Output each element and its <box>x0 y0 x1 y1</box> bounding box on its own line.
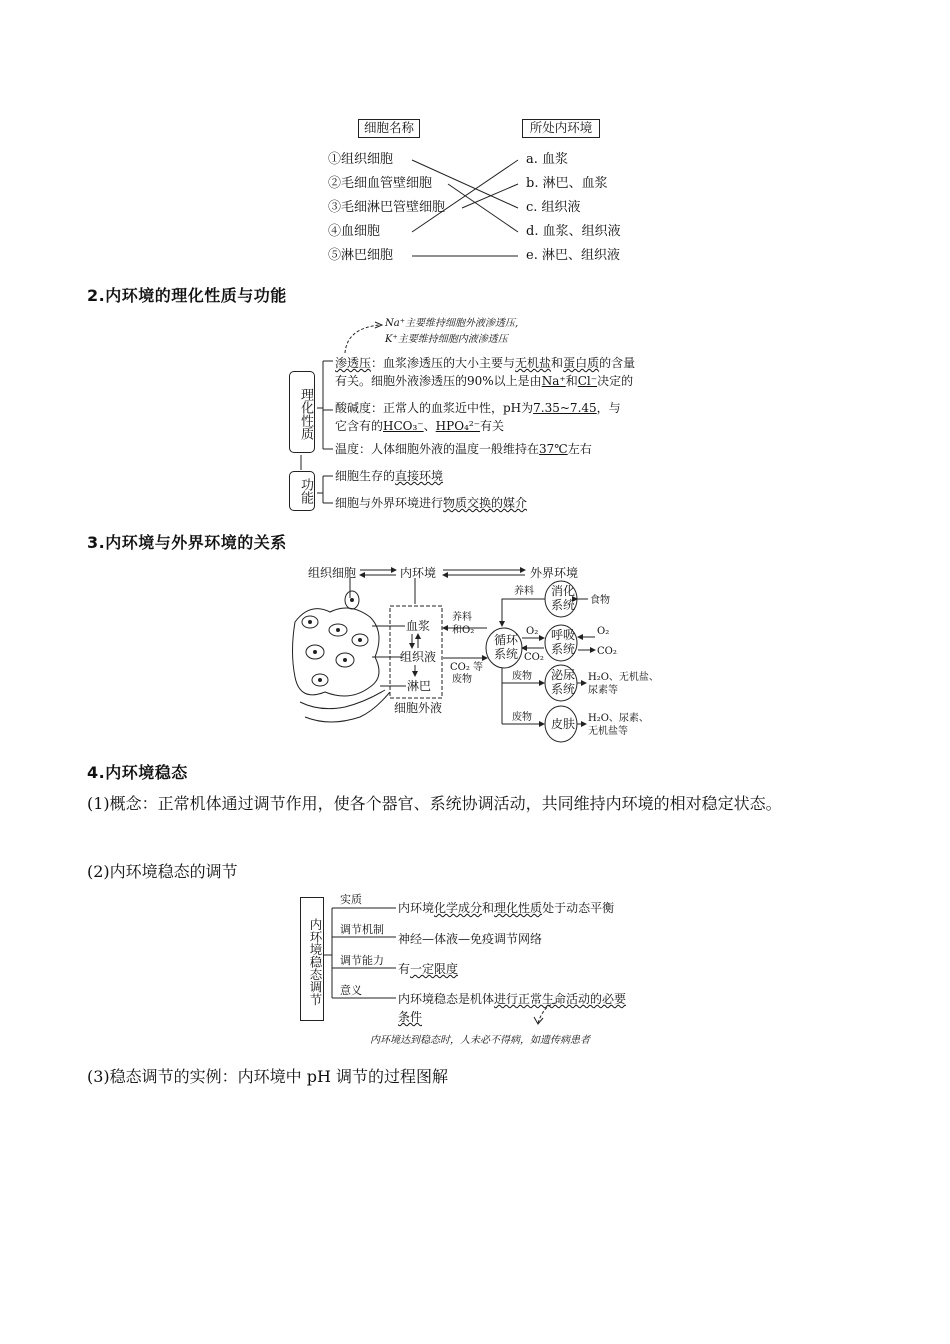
nutrient-o2-label: 养料 <box>452 612 472 623</box>
ph-range: 7.35~7.45 <box>533 401 597 415</box>
ecf-label: 细胞外液 <box>394 701 443 715</box>
potassium-note: K⁺主要维持细胞内液渗透压 <box>385 334 508 345</box>
ph-example-subheading: (3)稳态调节的实例：内环境中 pH 调节的过程图解 <box>87 1067 449 1086</box>
cell-item: ③毛细淋巴管壁细胞 <box>328 200 446 215</box>
regulation-figure <box>298 893 668 1053</box>
tissue-fluid-label: 组织液 <box>400 650 437 664</box>
skin-label: 皮肤 <box>551 717 576 731</box>
lymph-label: 淋巴 <box>407 679 432 693</box>
svg-text:系统: 系统 <box>551 682 576 696</box>
sodium-ion: Na⁺ <box>541 374 566 388</box>
svg-text:系统: 系统 <box>551 642 576 656</box>
meaning-note: 内环境达到稳态时，人未必不得病，如遗传病患者 <box>370 1035 590 1046</box>
svg-text:系统: 系统 <box>551 598 576 612</box>
temperature-value: 37℃ <box>539 442 568 456</box>
annotation-note <box>285 313 685 353</box>
svg-text:系统: 系统 <box>494 647 519 661</box>
section4-heading: 4.内环境稳态 <box>87 763 188 782</box>
properties-figure <box>285 313 685 513</box>
regulation-connectors <box>298 893 668 1053</box>
food-label: 食物 <box>590 595 610 606</box>
digestive-label: 消化 <box>551 584 576 598</box>
relationship-figure <box>290 562 690 752</box>
environment-item: c. 组织液 <box>526 200 581 215</box>
cell-item: ⑤淋巴细胞 <box>328 248 394 263</box>
relationship-diagram <box>290 562 690 752</box>
internal-env-label: 内环境 <box>400 566 437 580</box>
external-env-label: 外界环境 <box>530 566 579 580</box>
function-1: 细胞生存的直接环境 <box>335 469 444 483</box>
svg-text:尿素等: 尿素等 <box>588 685 618 696</box>
svg-text:CO₂: CO₂ <box>597 646 617 657</box>
waste-label-1: 废物 <box>512 671 532 682</box>
urinary-output: H₂O、无机盐、 <box>588 672 659 683</box>
reg-row-meaning: 内环境稳态是机体进行正常生命活动的必要 条件 <box>398 992 627 1024</box>
cell-item: ②毛细血管壁细胞 <box>328 176 433 191</box>
svg-text:无机盐等: 无机盐等 <box>588 726 628 737</box>
properties-label: 理化性质 <box>289 371 315 453</box>
function-label: 功能 <box>289 471 315 511</box>
urinary-label: 泌尿 <box>551 668 576 682</box>
reg-key-capacity: 调节能力 <box>340 954 384 967</box>
environment-item: d. 血浆、组织液 <box>526 224 621 239</box>
hydrogen-phosphate: HPO₄²⁻ <box>435 419 481 433</box>
inorganic-salt-term: 无机盐 <box>515 356 552 370</box>
ph-text: 酸碱度：正常人的血浆近中性，pH为7.35~7.45，与 它含有的HCO₃⁻、HPO₄²⁻有关 <box>335 401 621 433</box>
concept-paragraph: (1)概念：正常机体通过调节作用，使各个器官、系统协调活动，共同维持内环境的相对稳定状态。 <box>87 794 782 813</box>
nutrient-label: 养料 <box>514 586 534 597</box>
reg-key-mechanism: 调节机制 <box>340 923 384 936</box>
function-2: 细胞与外界环境进行物质交换的媒介 <box>335 496 528 510</box>
temperature-text: 温度：人体细胞外液的温度一般维持在37℃左右 <box>335 442 592 456</box>
environment-item: a. 血浆 <box>526 152 569 167</box>
circulatory-label: 循环 <box>494 633 519 647</box>
osmotic-term: 渗透压 <box>335 356 372 370</box>
section3-heading: 3.内环境与外界环境的关系 <box>87 533 287 552</box>
svg-text:废物: 废物 <box>452 674 472 685</box>
reg-row-essence: 内环境化学成分和理化性质处于动态平衡 <box>398 901 615 915</box>
svg-text:O₂: O₂ <box>597 626 610 637</box>
environment-item: e. 淋巴、组织液 <box>526 248 620 263</box>
cell-item: ④血细胞 <box>328 224 381 239</box>
reg-row-capacity: 有一定限度 <box>398 962 459 976</box>
protein-term: 蛋白质 <box>563 356 600 370</box>
chloride-ion: Cl⁻ <box>577 374 598 388</box>
regulation-label: 内环境稳态调节 <box>300 897 324 1021</box>
waste-label-2: 废物 <box>512 712 532 723</box>
cell-name-header: 细胞名称 <box>358 119 420 138</box>
reg-key-meaning: 意义 <box>340 984 362 997</box>
tissue-cell-label: 组织细胞 <box>308 566 357 580</box>
cell-item: ①组织细胞 <box>328 152 394 167</box>
svg-text:O₂: O₂ <box>526 626 539 637</box>
matching-lines <box>320 115 650 270</box>
matching-figure <box>320 115 650 270</box>
sodium-note: Na⁺主要维持细胞外液渗透压, <box>385 318 519 329</box>
regulation-subheading: (2)内环境稳态的调节 <box>87 862 238 881</box>
reg-row-mechanism: 神经—体液—免疫调节网络 <box>398 932 543 946</box>
plasma-label: 血浆 <box>406 619 431 633</box>
environment-item: b. 淋巴、血浆 <box>526 176 608 191</box>
reg-key-essence: 实质 <box>340 893 362 906</box>
svg-text:CO₂: CO₂ <box>524 652 544 663</box>
section2-heading: 2.内环境的理化性质与功能 <box>87 286 287 305</box>
environment-header: 所处内环境 <box>522 119 600 138</box>
bicarbonate: HCO₃⁻ <box>383 419 424 433</box>
svg-text:和O₂: 和O₂ <box>452 625 475 636</box>
co2-waste-label: CO₂ 等 <box>450 662 484 673</box>
osmotic-pressure-text: 渗透压：血浆渗透压的大小主要与无机盐和蛋白质的含量 有关。细胞外液渗透压的90%以上是由Na⁺和Cl⁻决定的 <box>335 356 636 388</box>
skin-output: H₂O、尿素、 <box>588 713 649 724</box>
respiratory-label: 呼吸 <box>551 628 576 642</box>
